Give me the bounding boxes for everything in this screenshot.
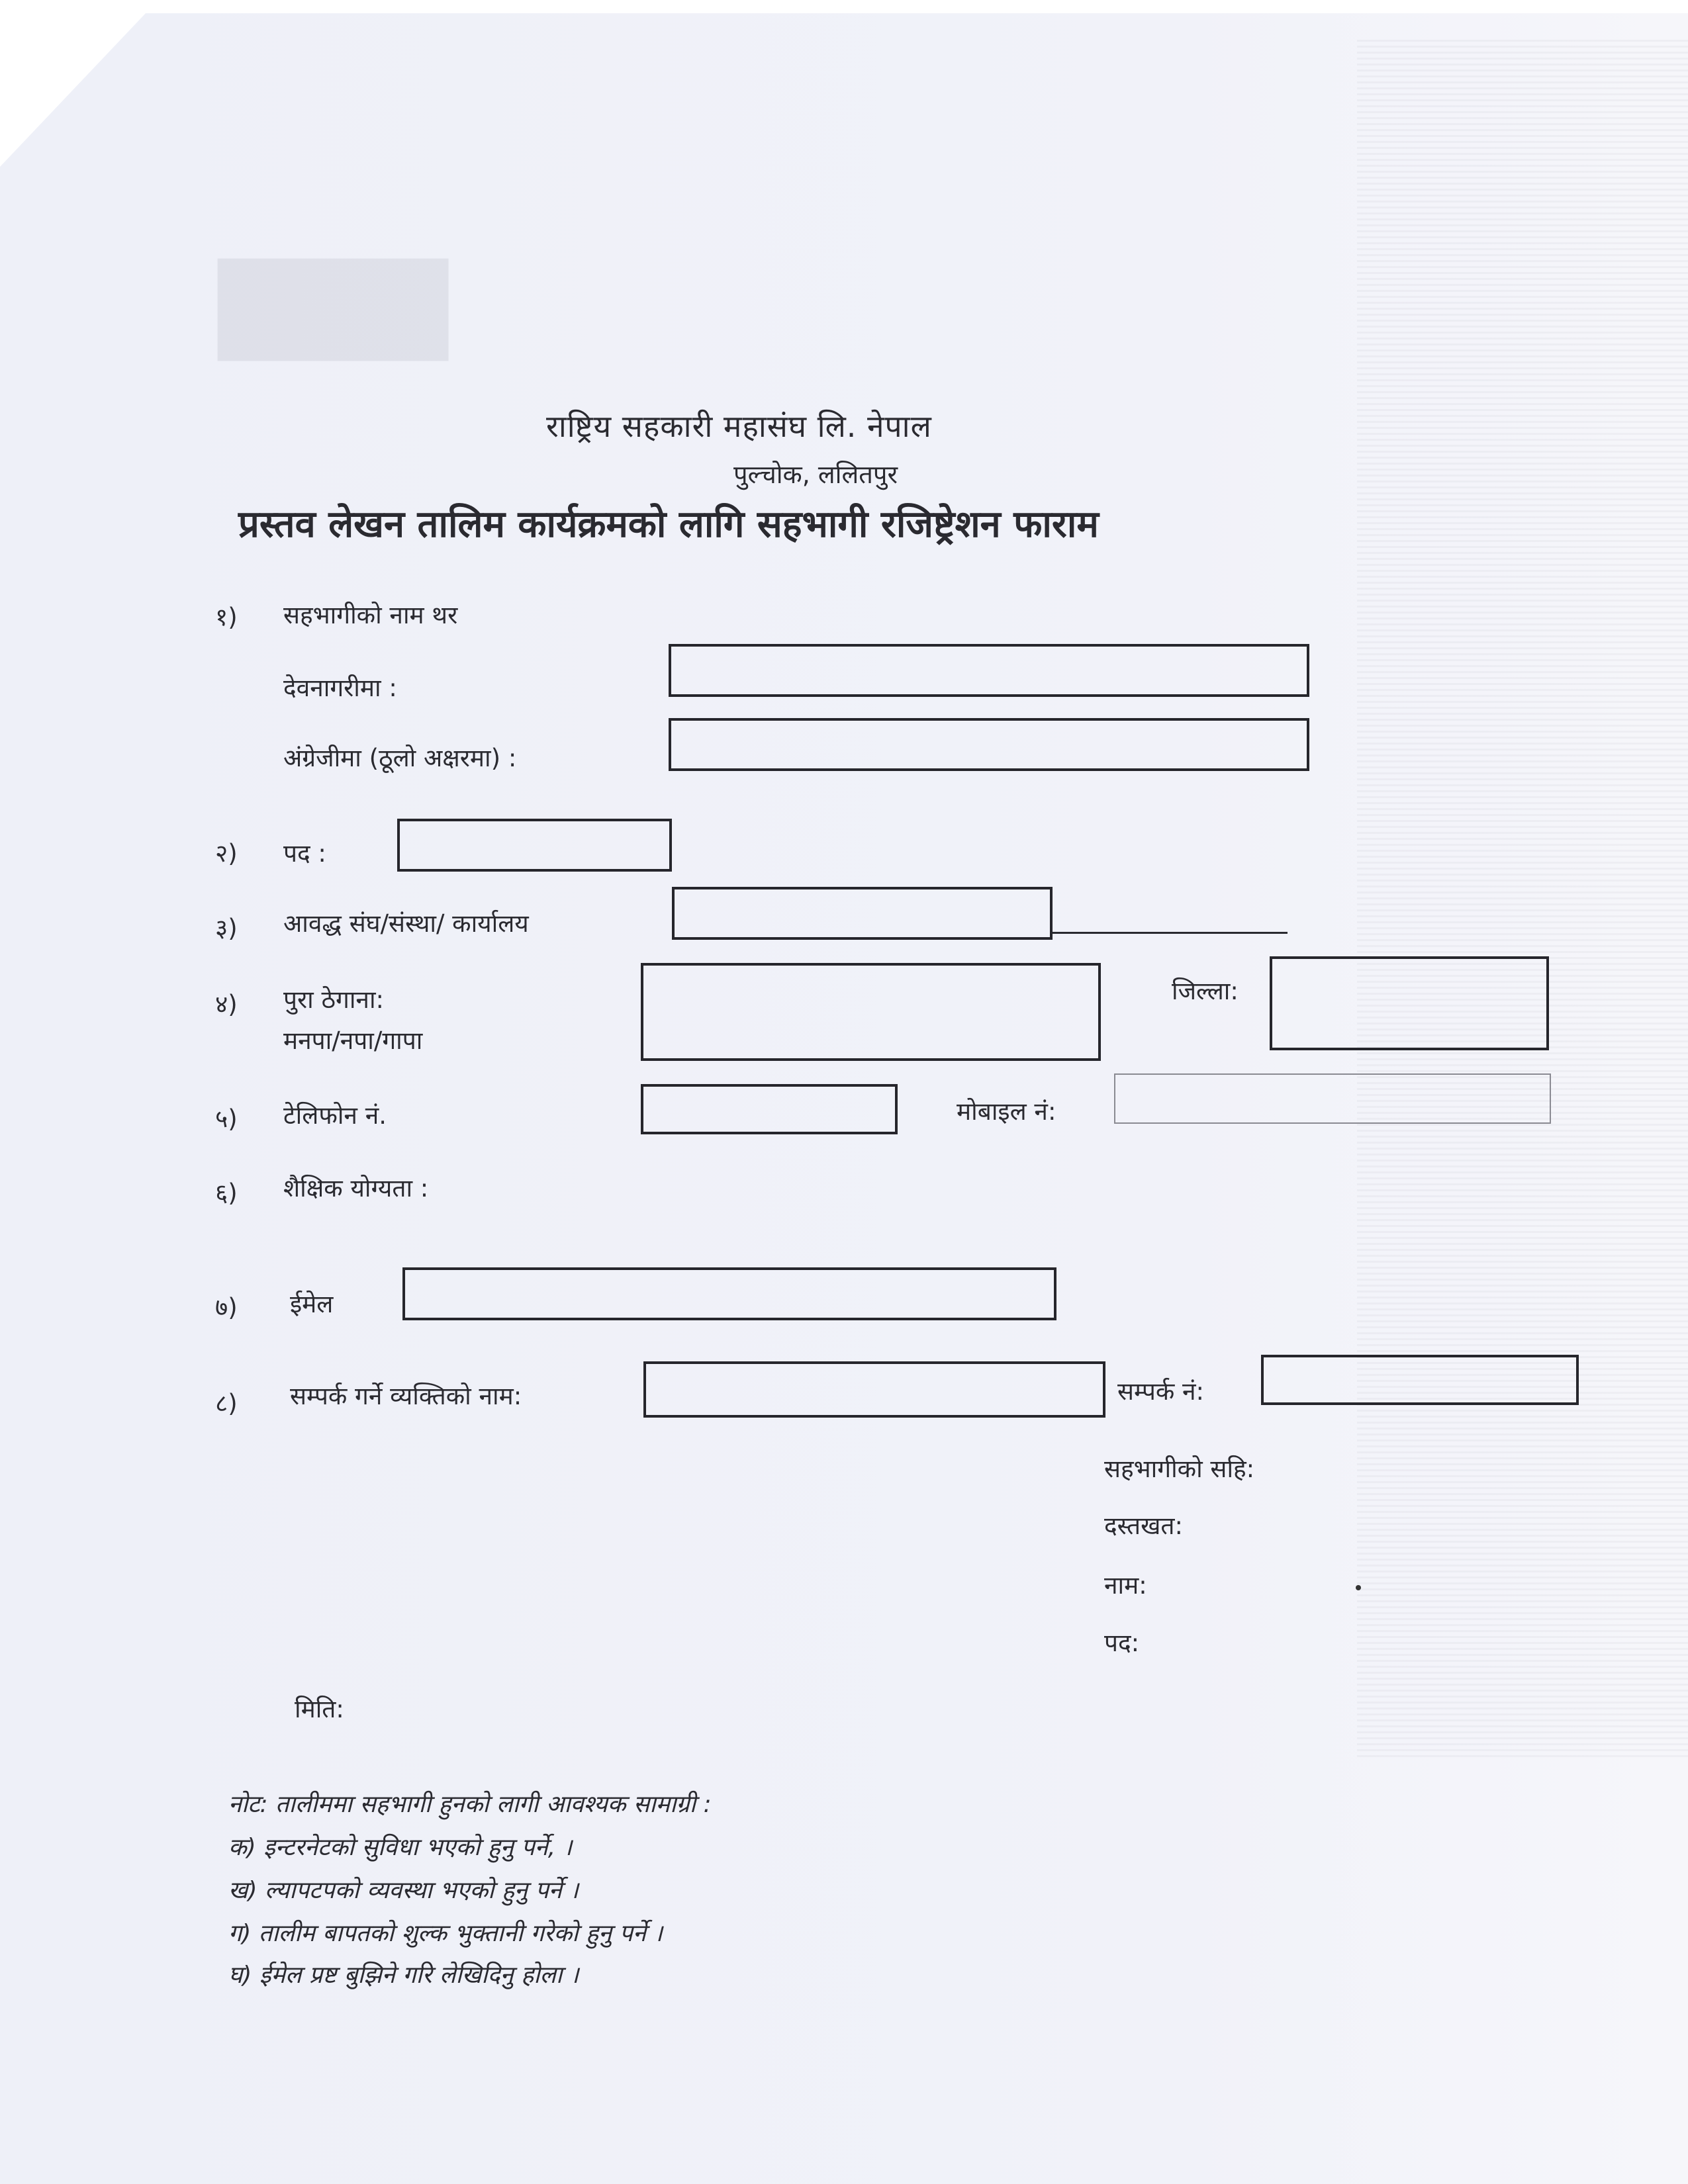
telephone-input[interactable]	[641, 1084, 898, 1134]
bleed-through-letterhead: ▇▇▇	[218, 245, 448, 360]
field-7-number: ७)	[215, 1293, 238, 1322]
scan-speck	[1356, 1585, 1361, 1590]
note-item-kha: ख) ल्यापटपको व्यवस्था भएको हुनु पर्ने ।	[228, 1877, 579, 1904]
telephone-label: टेलिफोन नं.	[283, 1101, 387, 1130]
field-6-number: ६)	[215, 1179, 238, 1207]
name-english-input[interactable]	[669, 718, 1309, 771]
signer-name-label: नाम:	[1104, 1571, 1147, 1600]
form-title: प्रस्तव लेखन तालिम कार्यक्रमको लागि सहभागी रजिष्ट्रेशन फाराम	[238, 503, 1099, 546]
municipality-label: मनपा/नपा/गापा	[283, 1026, 423, 1055]
note-item-gha: घ) ईमेल प्रष्ट बुझिने गरि लेखिदिनु होला ।	[228, 1962, 579, 1989]
address-label: पुरा ठेगाना:	[283, 985, 384, 1014]
mobile-label: मोबाइल नं:	[957, 1097, 1056, 1126]
name-devanagari-label: देवनागरीमा :	[283, 674, 397, 702]
organization-input[interactable]	[672, 887, 1053, 940]
organization-underline	[1053, 932, 1288, 934]
organization-name: राष्ट्रिय सहकारी महासंघ लि. नेपाल	[546, 408, 932, 444]
field-2-number: २)	[215, 839, 238, 868]
field-4-number: ४)	[215, 990, 238, 1019]
date-label: मिति:	[295, 1695, 344, 1723]
scan-noise	[1357, 40, 1688, 1760]
organization-address: पुल्चोक, ललितपुर	[733, 460, 898, 489]
note-item-ka: क) इन्टरनेटको सुविधा भएको हुनु पर्ने, ।	[228, 1834, 573, 1861]
field-3-number: ३)	[215, 914, 238, 942]
field-1-number: १)	[215, 603, 238, 631]
field-1-label: सहभागीको नाम थर	[283, 601, 458, 629]
field-5-number: ५)	[215, 1105, 238, 1133]
contact-person-label: सम्पर्क गर्ने व्यक्तिको नाम:	[290, 1382, 522, 1410]
position-label: पद :	[283, 839, 326, 868]
district-label: जिल्ला:	[1172, 977, 1239, 1005]
signature-label: दस्तखत:	[1104, 1512, 1183, 1540]
name-devanagari-input[interactable]	[669, 644, 1309, 697]
name-english-label: अंग्रेजीमा (ठूलो अक्षरमा) :	[283, 744, 517, 772]
participant-sign-label: सहभागीको सहि:	[1104, 1455, 1255, 1483]
signer-position-label: पद:	[1104, 1629, 1140, 1657]
contact-person-input[interactable]	[643, 1361, 1105, 1418]
mobile-input[interactable]	[1114, 1073, 1551, 1124]
notes-heading: नोट: तालीममा सहभागी हुनको लागी आवश्यक सामाग्री :	[228, 1791, 712, 1818]
contact-number-label: सम्पर्क नं:	[1117, 1377, 1205, 1406]
qualification-label: शैक्षिक योग्यता :	[283, 1174, 429, 1203]
address-input[interactable]	[641, 963, 1101, 1061]
note-item-ga: ग) तालीम बापतको शुल्क भुक्तानी गरेको हुनु पर्ने ।	[228, 1920, 663, 1947]
contact-number-input[interactable]	[1261, 1355, 1579, 1405]
email-label: ईमेल	[290, 1290, 334, 1318]
district-input[interactable]	[1270, 956, 1549, 1050]
field-8-number: ८)	[215, 1389, 238, 1418]
organization-label: आवद्ध संघ/संस्था/ कार्यालय	[283, 909, 529, 938]
email-input[interactable]	[402, 1267, 1056, 1320]
position-input[interactable]	[397, 819, 672, 872]
